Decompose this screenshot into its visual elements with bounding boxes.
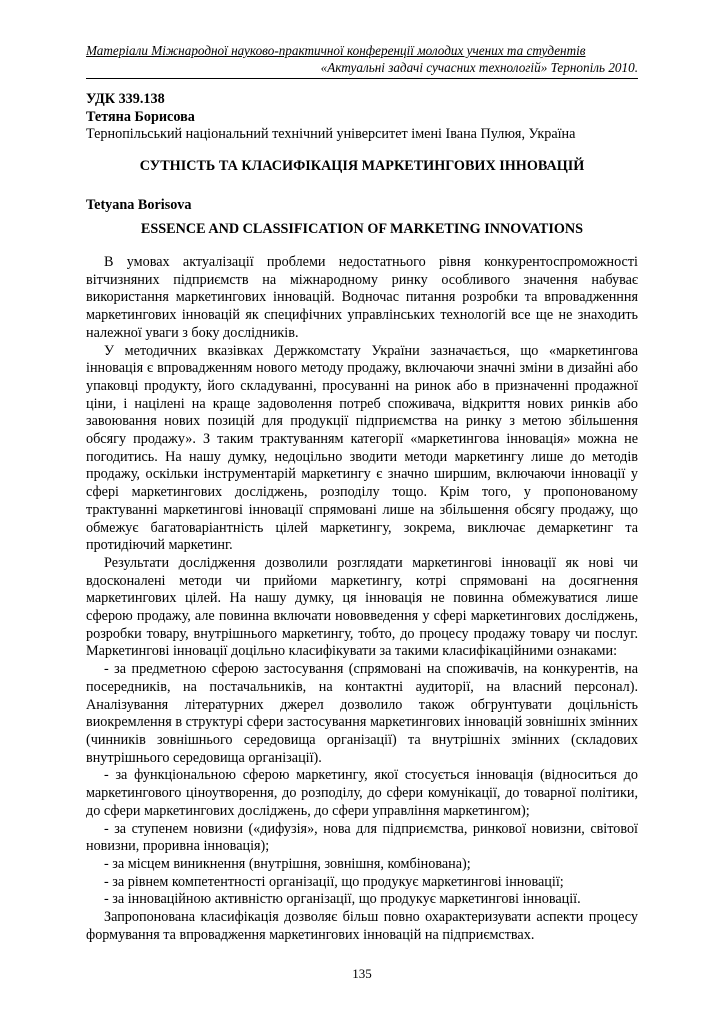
article-meta <box>86 91 638 144</box>
title-en: ESSENCE AND CLASSIFICATION OF MARKETING INNOVATIONS <box>140 220 584 237</box>
title-ua: СУТНІСТЬ ТА КЛАСИФІКАЦІЯ МАРКЕТИНГОВИХ ІННОВАЦІЙ <box>139 157 585 174</box>
paragraph: Запропонована класифікація дозволяє більш повно охарактеризувати аспекти процесу формування та впровадження маркетингових інновацій на підприємствах. <box>86 909 638 943</box>
paragraph: Результати дослідження дозволили розглядати маркетингові інновації як нові чи вдосконалені методи чи прийоми маркетингу, котрі спрямовані на досягнення маркетингових цілей. На нашу думку, ця інновація не повинна обмежуватися лише сферою продажу, але повинна включати нововведення у сфері маркетингових досліджень, розробки товару, внутрішнього маркетингу, тобто, до процесу продажу товару чи послуг. Маркетингові інновації доцільно класифікувати за такими класифікаційними ознаками: <box>86 554 638 660</box>
list-item: - за місцем виникнення (внутрішня, зовнішня, комбінована); <box>104 855 471 872</box>
paragraph: У методичних вказівках Держкомстату України зазначається, що «маркетингова інновація є впровадженням нового методу продажу, включаючи значні зміни в дизайні або упаковці продукту, його складуванні, просуванні на ринок або в призначенні продажної ціни, і націлені на краще задоволення потреб споживача, відкриття нових ринків або завоювання нових позицій для продукції підприємства на ринку з метою збільшення обсягу продажу». З таким трактуванням категорії «маркетингова інновація» можна не погодитись. На нашу думку, недоцільно зводити методи маркетингу лише до методів продажу, оскільки інструментарій маркетингу є значно ширшим, включаючи інновації у сфері маркетингових досліджень, розподілу тощо. Крім того, у пропонованому трактуванні маркетингові інновації спрямовані лише на збільшення обсягу продажу, що обмежує багатоваріантність цілей маркетингу, зокрема, виключає демаркетинг та протидіючий маркетинг. <box>86 342 638 554</box>
article-body <box>86 254 638 944</box>
paragraph: В умовах актуалізації проблеми недостатнього рівня конкурентоспроможності вітчизняних підприємств на міжнародному ринку особливого значення набуває використання маркетингових інновацій. Водночас питання розробки та впровадженння маркетингових інновацій як специфічних управлінських технологій все ще не знаходить належної уваги з боку дослідників. <box>86 254 638 341</box>
list-item: - за рівнем компетентності організації, що продукує маркетингові інновації; <box>104 873 564 890</box>
author-en: Tetyana Borisova <box>86 197 192 213</box>
list-item: - за інноваційною активністю організації, що продукує маркетингові інновації. <box>104 891 581 908</box>
page-number: 135 <box>352 966 372 981</box>
author-ua: Тетяна Борисова <box>86 108 195 125</box>
udc-code: УДК 339.138 <box>86 91 165 107</box>
list-item: - за функціональною сферою маркетингу, якої стосується інновація (відноситься до маркетингового ціноутворення, до розподілу, до сфери комунікації, до товарної політики, до сфери маркетингових досліджень, до сфери управління маркетингом); <box>86 767 638 819</box>
list-item: - за ступенем новизни («дифузія», нова для підприємства, ринкової новизни, світової новизни, проривна інновація); <box>86 820 638 855</box>
page <box>86 42 638 944</box>
affiliation: Тернопільський національний технічний університет імені Івана Пулюя, Україна <box>86 126 576 142</box>
running-header <box>86 42 638 79</box>
header-line-1: Матеріали Міжнародної науково-практичної конференції молодих учених та студентів <box>86 43 586 58</box>
header-line-2: «Актуальні задачі сучасних технологій» Тернопіль 2010. <box>320 60 638 75</box>
list-item: - за предметною сферою застосування (спрямовані на споживачів, на конкурентів, на посередників, на постачальників, на контактні аудиторії, на власний персонал). Аналізування літературних джерел дозволило також обгрунтувати доцільність виокремлення в структурі сфери застосування маркетингових інновацій зовнішніх змінних (чинників зовнішнього середовища організації) та внутрішніх змінних (складових внутрішнього середовища організації). <box>86 661 638 766</box>
